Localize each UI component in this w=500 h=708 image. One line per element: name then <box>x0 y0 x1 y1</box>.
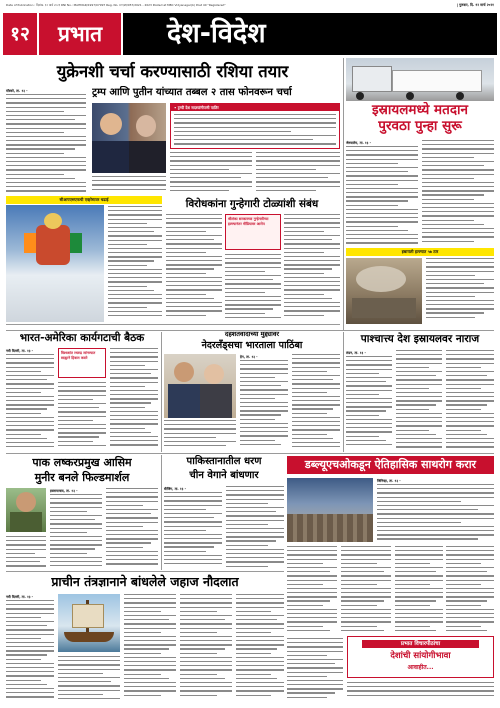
s8-dateline: इस्लामाबाद, ता. १३ - <box>50 489 78 493</box>
s7-body-col3 <box>446 350 494 450</box>
headline-china-dam-2: चीन वेगाने बांधणार <box>189 470 259 481</box>
divider <box>343 58 344 330</box>
s6-body-col2 <box>292 354 340 450</box>
s11-body-col5 <box>236 594 284 702</box>
s1-body-col5 <box>256 152 340 194</box>
s10-dateline: जिनिव्हा, ता. १३ - <box>377 479 401 483</box>
s1-dateline: मॉस्को, ता. १३ - <box>6 89 28 93</box>
headline-who: डब्ल्यूएचओकडून ऐतिहासिक साथरोग करार <box>304 458 477 471</box>
headline-israel-2: पुरवठा पुन्हा सुरू <box>378 118 462 134</box>
s4-side-box <box>225 214 281 250</box>
s5-dateline: नवी दिल्ली, ता. १३ - <box>6 349 34 353</box>
headline-israel-1: इस्रायलमध्ये मतदान <box>372 102 468 118</box>
ad-box <box>347 636 494 678</box>
s10-body-col3 <box>395 546 443 634</box>
s2-body <box>108 206 162 322</box>
s7-body-col1 <box>346 356 392 450</box>
divider <box>343 332 344 452</box>
s8-body-col1 <box>50 494 102 568</box>
israel-strike-photo <box>346 258 422 324</box>
masthead <box>3 13 497 55</box>
s1-body-col1 <box>6 94 86 194</box>
top-line <box>6 3 494 11</box>
headline-india-us: भारत-अमेरिका कार्यगटाची बैठक <box>19 332 145 344</box>
s10-body-col2 <box>341 546 391 634</box>
who-assembly-photo <box>287 478 373 542</box>
truck-photo <box>346 58 494 101</box>
page-number: १२ <box>10 23 30 45</box>
s4-body-col3 <box>284 214 340 322</box>
brand-logo: प्रभात <box>57 22 103 46</box>
divider <box>161 455 162 570</box>
everest-photo <box>6 205 104 322</box>
s9-dateline: बीजिंग, ता. १३ - <box>164 487 186 491</box>
s10-body-col1 <box>287 546 337 634</box>
headline-who-bar <box>287 456 494 474</box>
netherlands-photo <box>164 354 236 418</box>
s2-caption-bar <box>6 196 162 204</box>
s11-body-col4 <box>180 594 232 702</box>
subhead-trump-putin: ट्रम्प आणि पुतीन यांच्यात तब्बल २ तास फोनवरून चर्चा <box>92 87 292 98</box>
munir-photo <box>6 488 46 532</box>
s4-body-col1 <box>166 214 222 322</box>
headline-china-dam-1: पाकिस्तानातील धरण <box>186 456 262 467</box>
s8-body-col2 <box>106 488 158 568</box>
s3-body-col3 <box>426 258 494 324</box>
divider <box>6 453 494 454</box>
headline-ancient-ship: प्राचीन तंत्रज्ञानाने बांधलेले जहाज नौदलात <box>51 574 239 589</box>
ad-line2: देशांची सांयोगीभावा <box>390 651 451 661</box>
headline-pak-army-2: मुनीर बनले फिल्डमार्शल <box>34 471 130 484</box>
headline-western-countries: पाश्चात्त्य देश इस्रायलवर नाराज <box>360 333 480 345</box>
s1-body-col2 <box>92 176 166 194</box>
s10-body-col4 <box>446 546 494 634</box>
s1-box <box>170 103 340 149</box>
headline-netherlands: नेदरलँड्‌सचा भारताला पाठिंबा <box>201 340 303 351</box>
headline-srilanka: विरोधकांना गुन्हेगारी टोळ्यांशी संबंध <box>185 198 319 210</box>
ad-line1: प्रभात विचारपीठांचा <box>362 640 479 648</box>
s5-body-col1 <box>6 354 54 450</box>
s11-body-col1 <box>6 600 54 702</box>
s5-body-col2 <box>58 382 106 450</box>
s9-body-col2 <box>226 486 284 568</box>
s5-side-box-text: विश्वशांत रथरुद्र सांगण्यात साह्याने हिवाल करारे <box>61 351 96 360</box>
headline-netherlands-kicker: दहशतवादाच्या मुद्द्यावर <box>224 330 280 338</box>
s9-body-col1 <box>164 492 222 568</box>
brand-box <box>39 13 121 55</box>
s3-body-col1 <box>346 146 418 246</box>
headline-pak-army-1: पाक लष्करप्रमुख आसिम <box>32 456 132 469</box>
s3-caption: इस्रायली हल्ल्यात ५७ ठार <box>401 249 439 254</box>
s7-body-col2 <box>396 350 442 450</box>
page-number-box <box>3 13 37 55</box>
trump-putin-photo <box>92 103 166 173</box>
s1-body-col4 <box>170 152 252 194</box>
s7-dateline: लंडन, ता. १३ - <box>346 351 366 355</box>
headline-russia-ukraine: युक्रेनशी चर्चा करण्यासाठी रशिया तयार <box>56 62 289 81</box>
s8-body-col0 <box>6 536 46 568</box>
s11-body-col3 <box>124 594 176 702</box>
divider <box>6 324 340 325</box>
s11-body-col2 <box>58 656 120 702</box>
section-box <box>123 13 497 55</box>
s10-body-col0 <box>377 484 494 542</box>
s3-body-col2 <box>422 140 494 246</box>
s10-tail <box>287 638 343 702</box>
s2-caption: सीआयएसएफची एव्हरेस्टवर चढाई <box>59 197 109 202</box>
publication-info: Date of Publication : दिनांक. १२ मार्च २०२१ RNI No.: MAHMAR/1997/07997 Reg. No. CY/W/057/2021 - 2023 Posted at MBC Vidyanagar(b) Post 40 "Registered" <box>6 3 226 7</box>
s5-body-col3 <box>110 348 158 450</box>
s3-dateline: जेरुसलेम, ता. १३ - <box>346 141 372 145</box>
s11-dateline: नवी दिल्ली, ता. १३ - <box>6 595 34 599</box>
s4-body-col2 <box>225 254 281 322</box>
s5-side-box <box>58 348 106 378</box>
s1-box-title: • ट्रम्पी देश सदस्यांनीपणी पातिर <box>171 104 339 111</box>
s3-caption-bar <box>346 248 494 256</box>
s6-body-col3 <box>164 420 236 450</box>
s6-body-col1 <box>240 360 288 450</box>
section-title: देश-विदेश <box>167 18 266 49</box>
s6-dateline: हेग, ता. १३ - <box>240 355 258 359</box>
divider <box>161 332 162 452</box>
s4-side-box-text: श्रीलंका सरकारच्या गुन्हेगारीच्या हल्ल्यानंतर मीडियावर आरोप <box>228 217 269 226</box>
ad-line3: आवाहीत... <box>407 664 434 671</box>
ship-photo <box>58 594 120 652</box>
ad-body-below <box>347 682 494 702</box>
issue-date: | गुरुवार, दि. १२ मार्च २०२१ <box>456 3 494 7</box>
